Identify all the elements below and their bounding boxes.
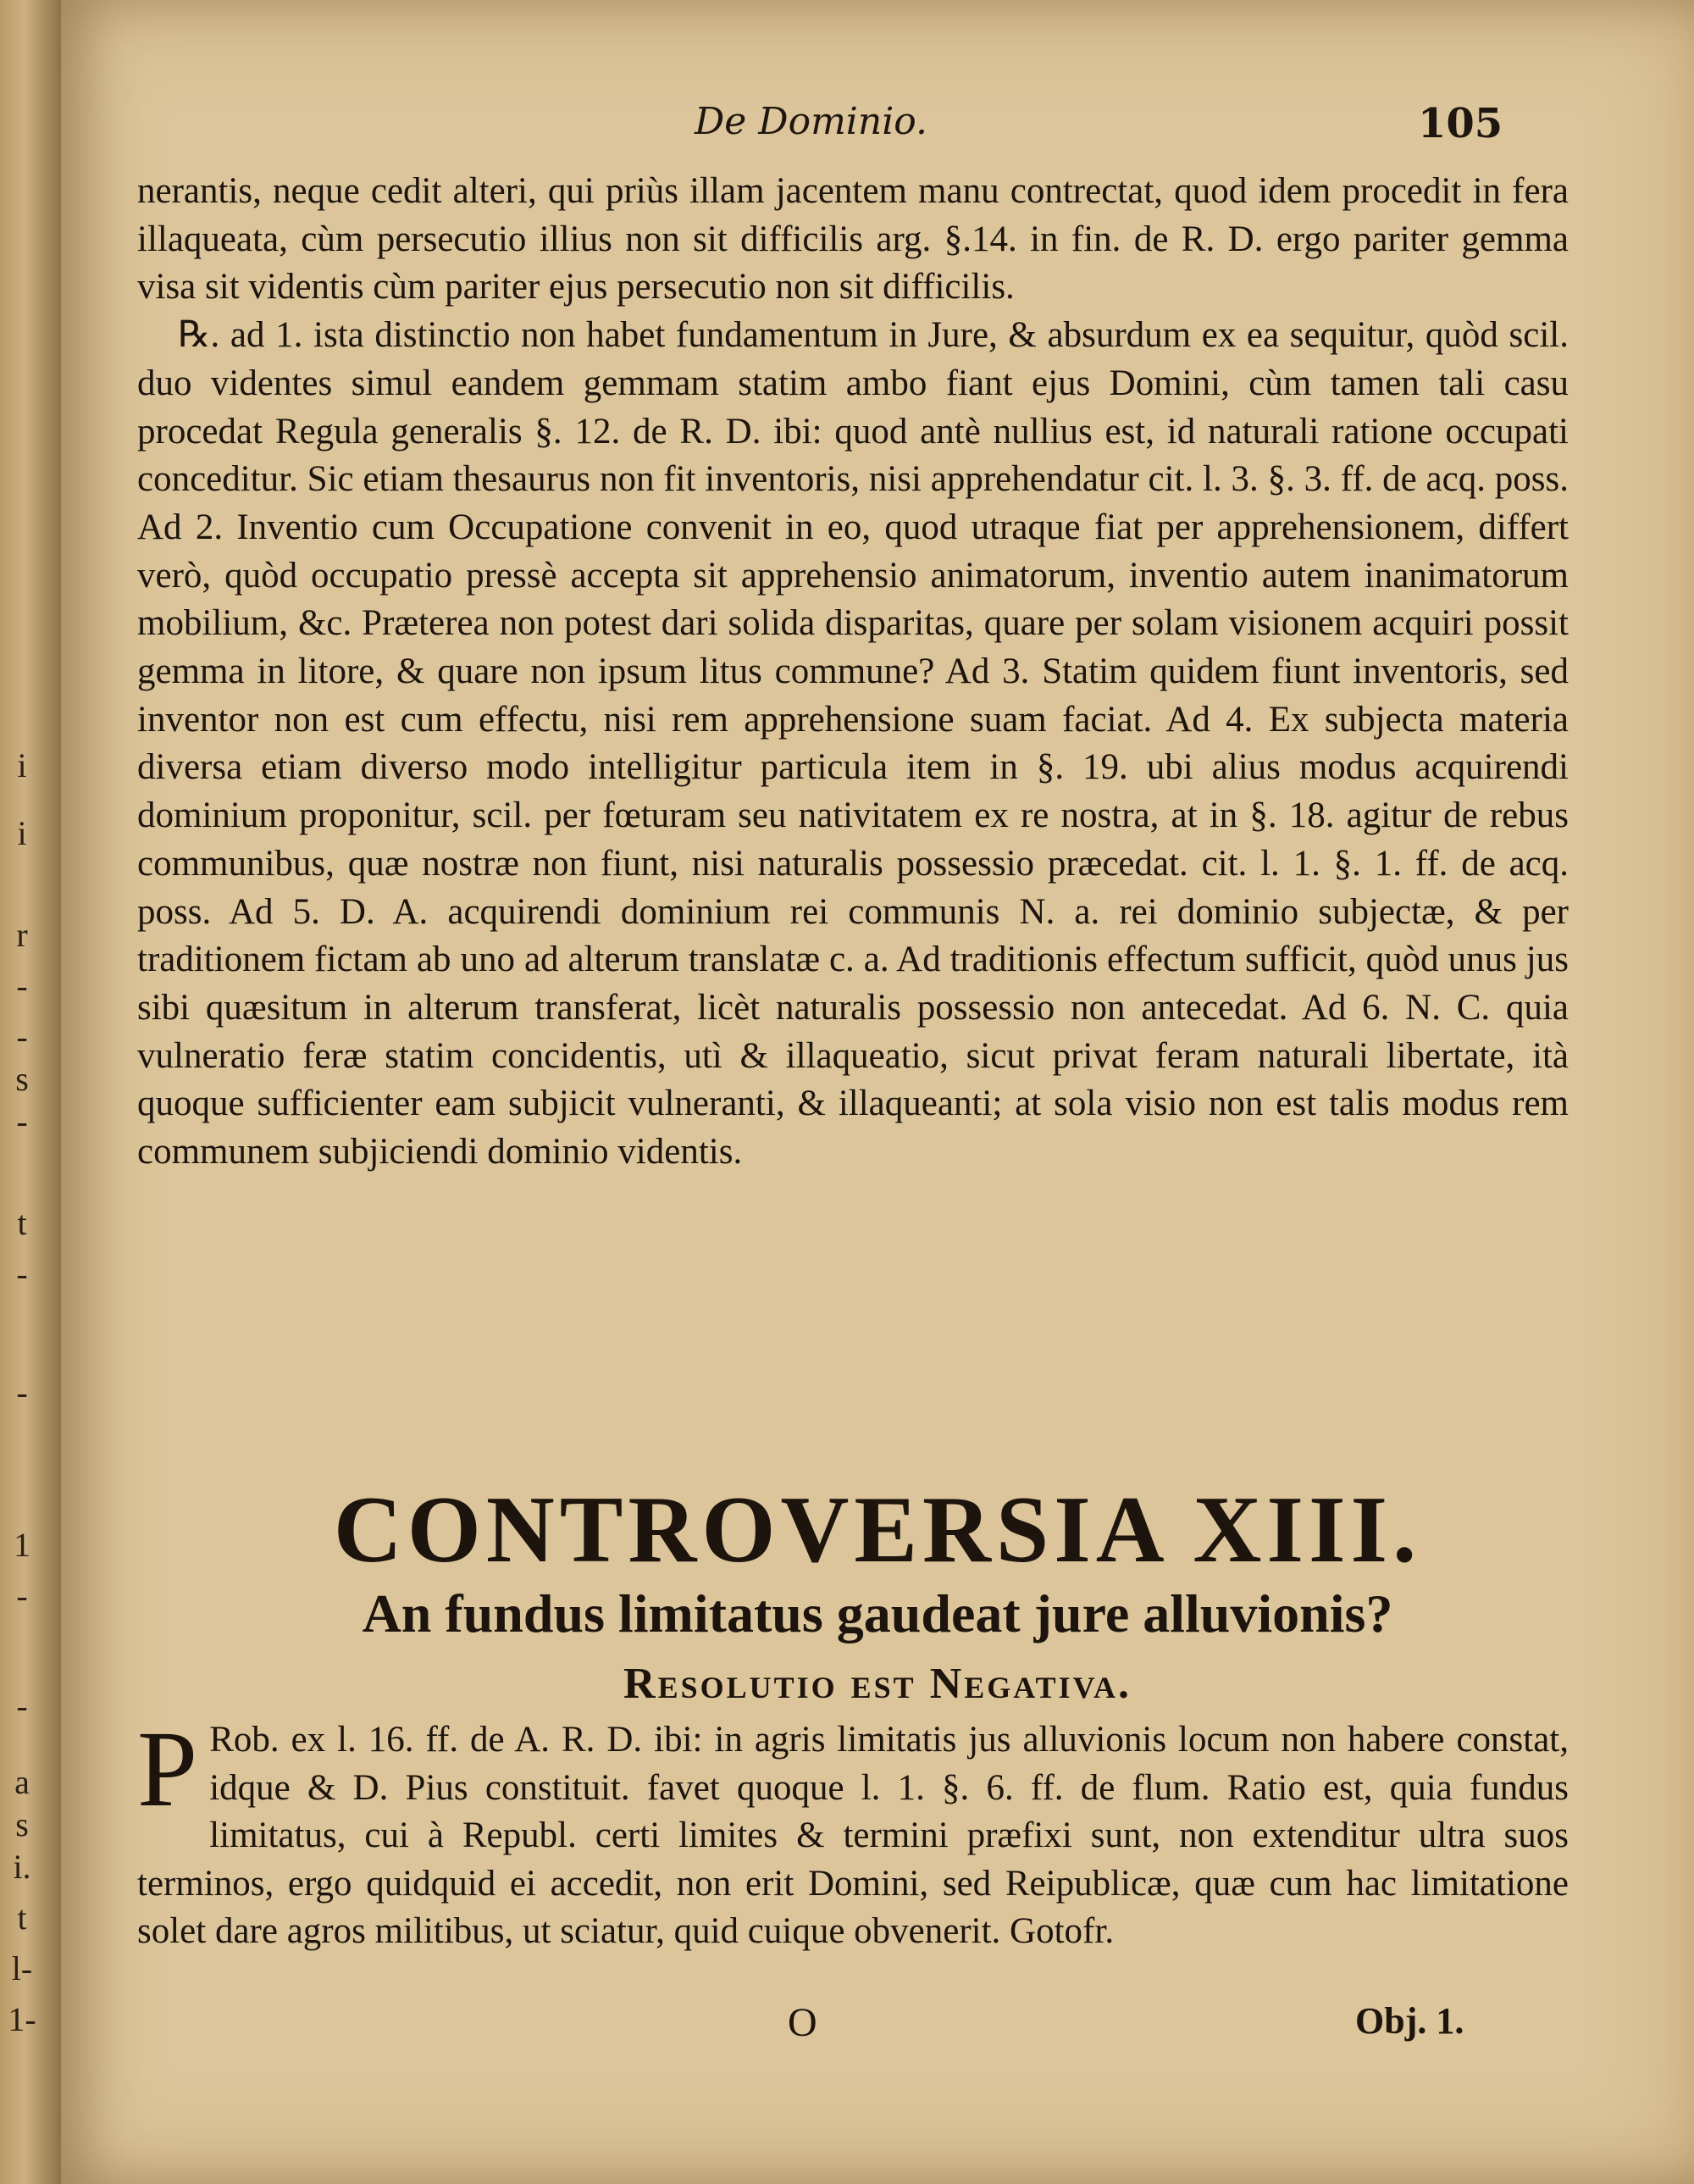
paragraph-response: ℞. ad 1. ista distinctio non habet fundamentum in Jure, & absurdum ex ea sequitur, quòd scil. duo videntes simul eandem gemmam statim ambo fiant ejus Domini, cùm tamen tali casu procedat Regula generalis §. 12. de R. D. ibi: quod antè nullius est, id naturali ratione occupati conceditur. Sic etiam thesaurus non fit inventoris, nisi apprehendatur cit. l. 3. §. 3. ff. de acq. poss. Ad 2. Inventio cum Occupatione convenit in eo, quod utraque fiat per apprehensionem, differt verò, quòd occupatio pressè accepta sit apprehensio animatorum, inventio autem inanimatorum mobilium, &c. Præterea non potest dari solida disparitas, quare per solam visionem acquiri possit gemma in litore, & quare non ipsum litus commune? Ad 3. Statim quidem fiunt inventoris, sed inventor non est cum effectu, nisi rem apprehensione suam faciat. Ad 4. Ex subjecta materia diversa etiam diverso modo intelligitur particula item in §. 19. ubi alius modus acquirendi dominium proponitur, scil. per fœturam seu nativitatem ex re nostra, at in §. 18. agitur de rebus communibus, quæ nostræ non fiunt, nisi naturalis possessio præcedat. cit. l. 1. §. 1. ff. de acq. poss. Ad 5. D. A. acquirendi dominium rei communis N. a. rei dominio subjectæ, & per traditionem fictam ab uno ad alterum translatæ c. a. Ad traditionis effectum sufficit, quòd unus jus sibi quæsitum in alterum transferat, licèt naturalis possessio non antecedat. Ad 6. N. C. quia vulneratio feræ statim concidentis, utì & illaqueatio, sicut privat feram naturali libertate, ità quoque sufficienter eam subjicit vulneranti, & illaqueanti; at sola visio non est talis modus rem communem subjiciendi dominio videntis. xyxy=(137,315,1569,1172)
margin-fragment: i xyxy=(17,814,27,852)
margin-fragment: t xyxy=(17,1899,27,1937)
margin-fragment: - xyxy=(16,1102,28,1140)
margin-fragment: a xyxy=(14,1763,30,1801)
margin-fragment: i xyxy=(17,746,27,784)
page-header xyxy=(61,100,1694,159)
proof-paragraph xyxy=(137,1709,1569,1956)
book-page xyxy=(61,0,1694,2184)
margin-fragment: 1- xyxy=(8,2000,36,2038)
signature-mark: O xyxy=(788,2000,817,2045)
proof-text: Rob. ex l. 16. ff. de A. R. D. ibi: in agris limitatis jus alluvionis locum non habere constat, idque & D. Pius constituit. favet quoque l. 1. §. 6. ff. de flum. Ratio est, quia fundus limitatus, cui à Republ. certi limites & termini præfixi sunt, non extenditur ultra suos terminos, ergo quidquid ei accedit, non erit Domini, sed Reipublicæ, quæ cum hac limitatione solet dare agros militibus, ut sciatur, quid cuique obvenerit. Gotofr. xyxy=(137,1720,1569,1951)
body-text xyxy=(137,168,1569,1177)
margin-fragment: 1 xyxy=(14,1526,30,1564)
page-footer xyxy=(61,1999,1694,2050)
margin-fragment: - xyxy=(16,1373,28,1411)
margin-fragment: - xyxy=(16,1577,28,1615)
running-title: De Dominio. xyxy=(695,100,927,143)
page-number: 105 xyxy=(1418,100,1503,147)
margin-fragment: s xyxy=(15,1805,29,1843)
margin-fragment: - xyxy=(16,967,28,1005)
margin-fragment: - xyxy=(16,1017,28,1056)
margin-fragment: - xyxy=(16,1687,28,1725)
paragraph-continuation: nerantis, neque cedit alteri, qui priùs illam jacentem manu contrectat, quod idem procedit in fera illaqueata, cùm persecutio illius non sit difficilis arg. §.14. in fin. de R. D. ergo pariter gemma visa sit videntis cùm pariter ejus persecutio non sit difficilis. xyxy=(137,171,1569,308)
adjacent-page-edge xyxy=(0,0,61,2184)
margin-fragment: i. xyxy=(13,1848,31,1886)
drop-cap: P xyxy=(137,1709,198,1829)
section-resolution: Resolutio est Negativa. xyxy=(623,1660,1132,1708)
margin-fragment: t xyxy=(17,1204,27,1242)
section-title: CONTROVERSIA XIII. xyxy=(333,1477,1422,1583)
margin-fragment: - xyxy=(16,1255,28,1293)
catchword: Obj. 1. xyxy=(1355,2000,1464,2042)
margin-fragment: r xyxy=(16,916,28,954)
section-question: An fundus limitatus gaudeat jure alluvionis? xyxy=(362,1583,1393,1644)
margin-fragment: s xyxy=(15,1060,29,1098)
margin-fragment: l- xyxy=(11,1949,33,1987)
